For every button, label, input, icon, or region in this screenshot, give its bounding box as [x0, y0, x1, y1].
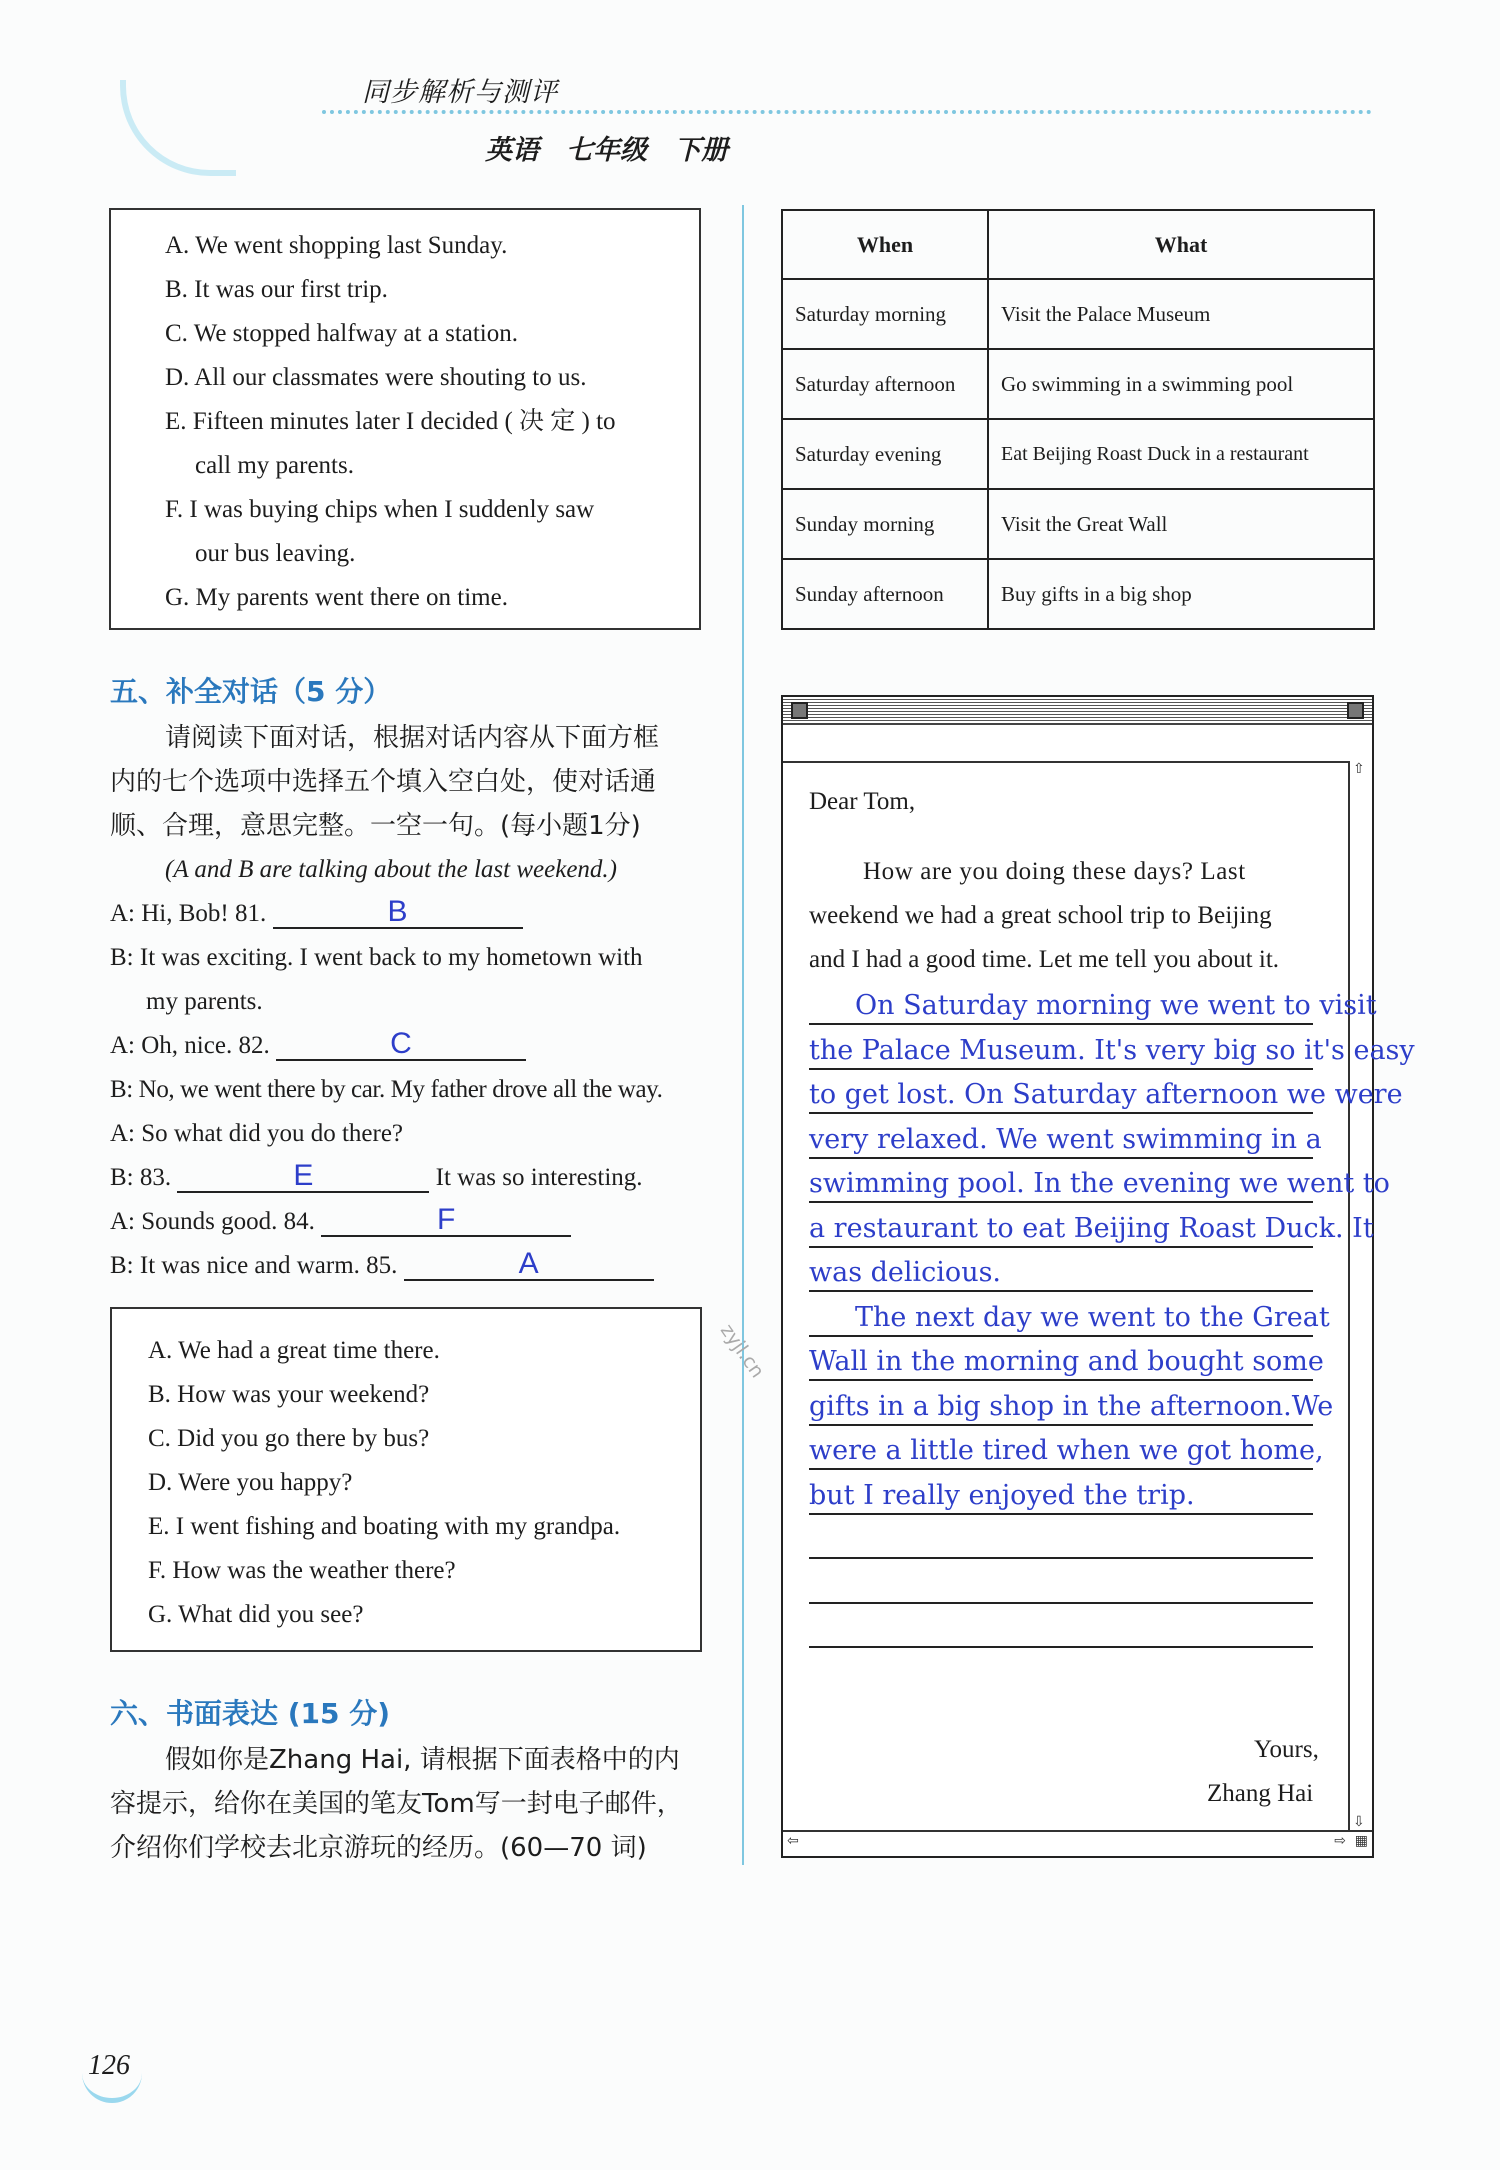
email-intro: [809, 850, 1329, 982]
table-cell: Saturday morning: [782, 279, 988, 349]
table-row: [782, 419, 1374, 489]
answer-blank-85[interactable]: A: [404, 1249, 654, 1281]
instruction-line: 容提示，给你在美国的笔友Tom写一封电子邮件，: [110, 1789, 683, 1819]
dialogue: [110, 892, 720, 1288]
handwritten-line: the Palace Museum. It's very big so it's easy: [809, 1034, 1415, 1066]
table-row: [782, 349, 1374, 419]
handwritten-line: to get lost. On Saturday afternoon we were: [809, 1079, 1403, 1110]
handwritten-line: Wall in the morning and bought some: [809, 1346, 1324, 1377]
option-line: our bus leaving.: [195, 540, 356, 567]
option-line: C. Did you go there by bus?: [148, 1425, 430, 1452]
watermark: zyjl.cn: [715, 1319, 769, 1383]
section6-title: 六、书面表达 (15 分): [110, 1697, 391, 1730]
table-cell: Saturday evening: [782, 419, 988, 489]
handwritten-line: was delicious.: [809, 1257, 1002, 1288]
option-line: G. My parents went there on time.: [165, 584, 508, 611]
header-decoration-arc: [120, 80, 236, 176]
table-cell: Saturday afternoon: [782, 349, 988, 419]
table-cell: Eat Beijing Roast Duck in a restaurant: [988, 419, 1374, 489]
handwritten-line: The next day we went to the Great: [855, 1301, 1330, 1333]
option-line: B. It was our first trip.: [165, 276, 388, 303]
dialogue-line: B: No, we went there by car. My father drove all the way.: [110, 1076, 663, 1103]
handwritten-line: swimming pool. In the evening we went to: [809, 1168, 1390, 1199]
table-row: [782, 279, 1374, 349]
instruction-line: 请阅读下面对话，根据对话内容从下面方框: [165, 723, 660, 753]
instruction-line: 假如你是Zhang Hai, 请根据下面表格中的内: [165, 1745, 680, 1775]
dialogue-line-85: B: It was nice and warm. 85. A: [110, 1244, 720, 1288]
dialogue-line: A: So what did you do there?: [110, 1120, 404, 1147]
dialogue-context: (A and B are talking about the last weekend.): [165, 856, 617, 883]
table-header-what: What: [988, 210, 1374, 279]
section5-instructions: [110, 716, 710, 892]
scroll-left-icon[interactable]: ⇦: [787, 1833, 799, 1849]
answer-blank-82[interactable]: C: [276, 1029, 526, 1061]
writing-line: [809, 1602, 1313, 1604]
option-line: E. Fifteen minutes later I decided ( 决 定 ) to: [165, 408, 616, 435]
answer-blank-83[interactable]: E: [177, 1161, 429, 1193]
option-line: B. How was your weekend?: [148, 1381, 430, 1408]
close-box-icon[interactable]: [791, 702, 808, 719]
table-header-row: [782, 210, 1374, 279]
email-closing: Yours,: [1254, 1736, 1319, 1763]
email-signature: Zhang Hai: [1207, 1780, 1314, 1807]
dialogue-line-83: B: 83. E It was so interesting.: [110, 1159, 643, 1192]
dialogue-line-82: A: Oh, nice. 82. C: [110, 1024, 720, 1068]
option-line: F. I was buying chips when I suddenly saw: [165, 496, 595, 523]
option-line: C. We stopped halfway at a station.: [165, 320, 519, 347]
email-greeting: Dear Tom,: [809, 788, 916, 815]
page-number: 126: [88, 2050, 130, 2081]
trip-plan-table: [781, 209, 1375, 630]
email-line: How are you doing these days? Last: [863, 858, 1246, 885]
table-row: [782, 559, 1374, 629]
zoom-box-icon[interactable]: [1347, 702, 1364, 719]
section5-title: 五、补全对话（5 分）: [110, 675, 392, 708]
table-cell: Visit the Great Wall: [988, 489, 1374, 559]
answer-blank-81[interactable]: B: [273, 897, 523, 929]
dialogue-line: B: It was exciting. I went back to my hometown with: [110, 944, 643, 971]
window-header-bar: [783, 723, 1372, 763]
table-cell: Go swimming in a swimming pool: [988, 349, 1374, 419]
handwritten-line: were a little tired when we got home,: [809, 1435, 1324, 1466]
table-cell: Sunday morning: [782, 489, 988, 559]
table-cell: Buy gifts in a big shop: [988, 559, 1374, 629]
option-line: A. We went shopping last Sunday.: [165, 232, 508, 259]
horizontal-scrollbar[interactable]: [783, 1830, 1372, 1856]
handwritten-line: On Saturday morning we went to visit: [855, 990, 1377, 1021]
email-line: weekend we had a great school trip to Beijing: [809, 902, 1272, 929]
option-line: F. How was the weather there?: [148, 1557, 456, 1584]
book-subtitle: 英语 七年级 下册: [485, 135, 728, 166]
dialogue-line-81: A: Hi, Bob! 81. B: [110, 892, 720, 936]
answer-blank-84[interactable]: F: [321, 1205, 571, 1237]
book-series-title: 同步解析与测评: [362, 77, 558, 108]
email-line: and I had a good time. Let me tell you about it.: [809, 946, 1280, 973]
dialogue-line: my parents.: [146, 988, 263, 1015]
section6-instructions: [110, 1738, 720, 1870]
table-cell: Sunday afternoon: [782, 559, 988, 629]
table-row: [782, 489, 1374, 559]
table-cell: Visit the Palace Museum: [988, 279, 1374, 349]
option-line: D. All our classmates were shouting to us.: [165, 364, 587, 391]
column-divider: [742, 205, 744, 1865]
handwritten-line: gifts in a big shop in the afternoon.We: [809, 1390, 1334, 1422]
handwritten-line: but I really enjoyed the trip.: [809, 1479, 1195, 1511]
header-dotted-rule: [322, 110, 1372, 114]
handwritten-answer: [809, 984, 1415, 1518]
handwritten-line: a restaurant to eat Beijing Roast Duck. It: [809, 1212, 1374, 1244]
handwritten-line: very relaxed. We went swimming in a: [809, 1123, 1322, 1155]
section5-options-box: [110, 1307, 702, 1652]
scroll-up-icon[interactable]: ⇧: [1353, 761, 1365, 777]
instruction-line: 顺、合理，意思完整。一空一句。(每小题1分): [110, 811, 641, 841]
scroll-right-icon[interactable]: ⇨: [1334, 1833, 1346, 1849]
option-line: A. We had a great time there.: [148, 1337, 440, 1364]
instruction-line: 介绍你们学校去北京游玩的经历。(60—70 词): [110, 1833, 647, 1863]
option-line: E. I went fishing and boating with my grandpa.: [148, 1513, 621, 1540]
table-header-when: When: [782, 210, 988, 279]
dialogue-line-84: A: Sounds good. 84. F: [110, 1200, 720, 1244]
window-title-bar: [783, 697, 1372, 725]
writing-line: [809, 1557, 1313, 1559]
option-line: call my parents.: [195, 452, 354, 479]
resize-grip-icon[interactable]: ▦: [1354, 1833, 1368, 1849]
option-line: D. Were you happy?: [148, 1469, 353, 1496]
option-line: G. What did you see?: [148, 1601, 364, 1628]
writing-line: [809, 1646, 1313, 1648]
scroll-down-icon[interactable]: ⇩: [1353, 1814, 1365, 1830]
instruction-line: 内的七个选项中选择五个填入空白处，使对话通: [110, 767, 657, 797]
section4-options-box: [109, 208, 701, 630]
